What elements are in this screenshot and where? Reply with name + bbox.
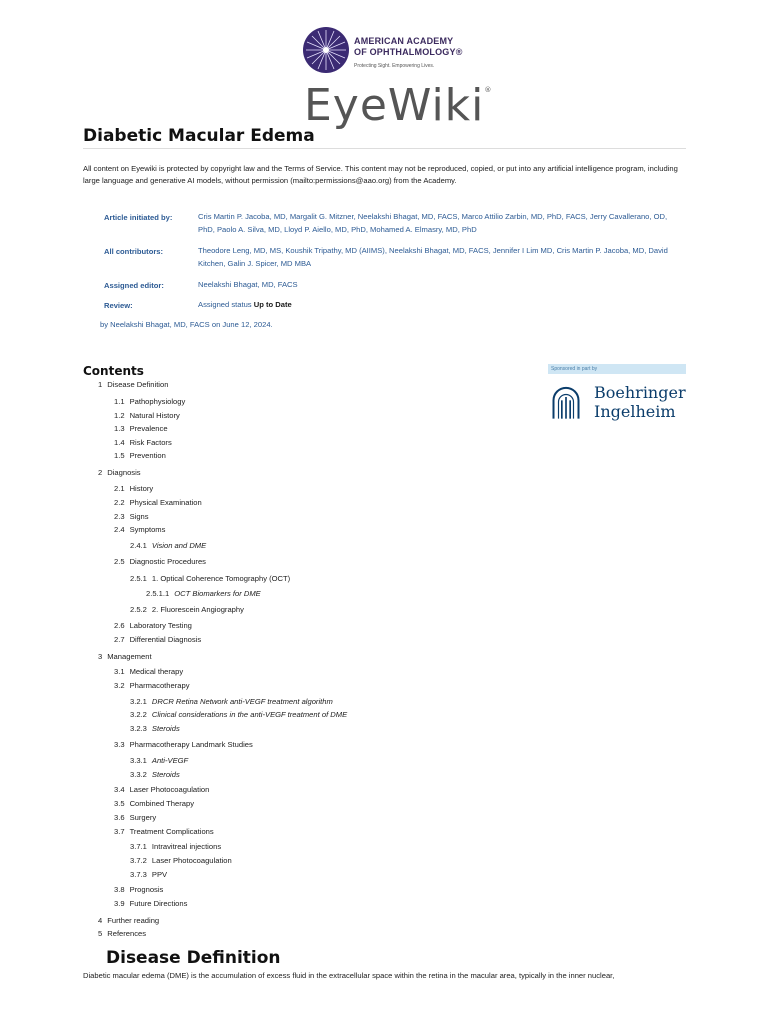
toc-item-text: Prevention: [129, 451, 166, 460]
toc-item-text: Laser Photocoagulation: [151, 856, 232, 865]
toc-item-number: 3.2.1: [130, 697, 147, 706]
review-status: Assigned status Up to Date: [198, 300, 292, 309]
boehringer-logo-icon: [551, 382, 581, 422]
toc-item-text: Treatment Complications: [129, 827, 214, 836]
toc-item-number: 3.1: [114, 667, 125, 676]
toc-item-text: Vision and DME: [151, 541, 207, 550]
toc-item-number: 2.6: [114, 621, 125, 630]
toc-item[interactable]: [114, 512, 149, 521]
toc-item-number: 3.4: [114, 785, 125, 794]
contributors-label: All contributors:: [104, 247, 164, 256]
toc-item-number: 3: [98, 652, 103, 661]
toc-item-text: Future Directions: [129, 899, 188, 908]
toc-item-number: 3.3.1: [130, 756, 147, 765]
toc-item[interactable]: [114, 813, 156, 822]
toc-item[interactable]: [130, 756, 188, 765]
toc-item-number: 1: [98, 380, 103, 389]
contributors-list[interactable]: Theodore Leng, MD, MS, Koushik Tripathy, MD (AIIMS), Neelakshi Bhagat, MD, FACS, Jennifer I Lim MD, Cris Martin P. Jacoba, MD, David Kitchen, Galin J. Spicer, MD MBA: [198, 246, 668, 268]
toc-item-number: 2.5.1: [130, 574, 147, 583]
toc-item-number: 2.4.1: [130, 541, 147, 550]
toc-item-number: 2.7: [114, 635, 125, 644]
toc-item[interactable]: [130, 856, 232, 865]
toc-item[interactable]: [130, 770, 180, 779]
eyewiki-logo[interactable]: EyeWiki®: [304, 80, 493, 131]
editor-link[interactable]: Neelakshi Bhagat, MD, FACS: [198, 280, 298, 289]
toc-item-text: Diagnosis: [107, 468, 141, 477]
toc-item[interactable]: [130, 842, 221, 851]
toc-item[interactable]: [130, 605, 244, 614]
toc-title: Contents: [83, 364, 144, 378]
toc-item-number: 2.3: [114, 512, 125, 521]
toc-item[interactable]: [114, 785, 209, 794]
toc-item-number: 3.5: [114, 799, 125, 808]
toc-item-number: 3.7.2: [130, 856, 147, 865]
toc-item[interactable]: [114, 451, 166, 460]
toc-item[interactable]: [114, 397, 185, 406]
toc-item[interactable]: [130, 710, 347, 719]
toc-item[interactable]: [114, 667, 183, 676]
toc-item[interactable]: [98, 468, 141, 477]
toc-item[interactable]: [98, 652, 152, 661]
reviewed-by[interactable]: by Neelakshi Bhagat, MD, FACS on June 12, 2024.: [100, 320, 273, 329]
toc-item-number: 4: [98, 916, 103, 925]
toc-item[interactable]: [114, 681, 190, 690]
toc-item-text: Steroids: [151, 724, 180, 733]
toc-item-number: 3.2.3: [130, 724, 147, 733]
sponsor-name: Boehringer Ingelheim: [594, 383, 686, 421]
toc-item-text: Prognosis: [129, 885, 164, 894]
toc-item[interactable]: [114, 621, 192, 630]
toc-item-text: Laboratory Testing: [129, 621, 192, 630]
toc-item-text: Steroids: [151, 770, 180, 779]
aao-logo[interactable]: [302, 26, 482, 76]
toc-item-number: 2.4: [114, 525, 125, 534]
toc-item-text: Prevalence: [129, 424, 168, 433]
toc-item-text: OCT Biomarkers for DME: [174, 589, 261, 598]
toc-item-number: 3.8: [114, 885, 125, 894]
toc-item-text: Clinical considerations in the anti-VEGF treatment of DME: [151, 710, 348, 719]
toc-item-text: PPV: [151, 870, 168, 879]
toc-item[interactable]: [114, 885, 163, 894]
toc-item-number: 3.6: [114, 813, 125, 822]
review-status-value: Up to Date: [253, 300, 292, 309]
toc-item-text: Signs: [129, 512, 149, 521]
toc-item-number: 3.2: [114, 681, 125, 690]
toc-item[interactable]: [146, 589, 261, 598]
section-paragraph: Diabetic macular edema (DME) is the accumulation of excess fluid in the extracellular space within the retina in the macular area, typically in the inner nuclear,: [83, 971, 615, 980]
toc-item[interactable]: [114, 525, 165, 534]
toc-item-number: 3.3.2: [130, 770, 147, 779]
toc-item-text: Laser Photocoagulation: [129, 785, 210, 794]
toc-item-number: 2.2: [114, 498, 125, 507]
toc-item-text: Risk Factors: [129, 438, 172, 447]
toc-item-number: 3.7.1: [130, 842, 147, 851]
toc-item-text: History: [129, 484, 154, 493]
toc-item[interactable]: [130, 541, 206, 550]
toc-item-text: Differential Diagnosis: [129, 635, 202, 644]
page-title: Diabetic Macular Edema: [83, 126, 315, 146]
toc-item[interactable]: [114, 438, 172, 447]
editor-label: Assigned editor:: [104, 281, 164, 290]
org-tagline: Protecting Sight. Empowering Lives.: [354, 63, 435, 69]
toc-item-number: 3.3: [114, 740, 125, 749]
toc-item-text: Symptoms: [129, 525, 166, 534]
toc-item[interactable]: [114, 827, 214, 836]
toc-item[interactable]: [98, 916, 159, 925]
toc-item-number: 2.5.1.1: [146, 589, 170, 598]
toc-item[interactable]: [98, 380, 168, 389]
toc-item-text: References: [107, 929, 147, 938]
toc-item-text: 2. Fluorescein Angiography: [151, 605, 244, 614]
toc-item-text: Pathophysiology: [129, 397, 186, 406]
toc-item-text: Medical therapy: [129, 667, 184, 676]
toc-item-text: Pharmacotherapy Landmark Studies: [129, 740, 253, 749]
initiated-authors[interactable]: Cris Martin P. Jacoba, MD, Margalit G. Mitzner, Neelakshi Bhagat, MD, FACS, Marco Attilio Zarbin, MD, PhD, FACS, Jerry Cavallerano, OD, PhD, Paolo A. Silva, MD, Lloyd P. Aiello, MD, PhD, Mohamed A. Elmasry, MD, PhD: [198, 212, 668, 234]
toc-item[interactable]: [114, 799, 194, 808]
toc-item[interactable]: [114, 411, 180, 420]
section-heading-disease-definition: Disease Definition: [106, 948, 281, 968]
toc-item-number: 1.3: [114, 424, 125, 433]
title-divider: [83, 148, 686, 149]
toc-item-number: 1.4: [114, 438, 125, 447]
toc-item-number: 3.2.2: [130, 710, 147, 719]
toc-item-text: Pharmacotherapy: [129, 681, 190, 690]
toc-item-text: Intravitreal injections: [151, 842, 222, 851]
toc-item-number: 2.1: [114, 484, 125, 493]
initiated-label: Article initiated by:: [104, 213, 173, 222]
sponsor-label: Sponsored in part by: [548, 364, 686, 374]
toc-item[interactable]: [130, 870, 167, 879]
toc-item-number: 2: [98, 468, 103, 477]
toc-item-text: Disease Definition: [107, 380, 169, 389]
toc-item-number: 1.5: [114, 451, 125, 460]
toc-item[interactable]: [114, 484, 153, 493]
toc-item-text: Diagnostic Procedures: [129, 557, 206, 566]
toc-item-number: 1.2: [114, 411, 125, 420]
aao-starburst-icon: [302, 26, 350, 74]
toc-item-number: 3.9: [114, 899, 125, 908]
toc-item-text: Management: [107, 652, 152, 661]
toc-item[interactable]: [130, 574, 290, 583]
toc-item-text: DRCR Retina Network anti-VEGF treatment algorithm: [151, 697, 333, 706]
toc-item-number: 2.5: [114, 557, 125, 566]
toc-item-text: 1. Optical Coherence Tomography (OCT): [151, 574, 291, 583]
review-label: Review:: [104, 301, 133, 310]
toc-item-number: 3.7: [114, 827, 125, 836]
toc-item-text: Surgery: [129, 813, 157, 822]
toc-item-number: 5: [98, 929, 103, 938]
toc-item[interactable]: [98, 929, 146, 938]
org-name: AMERICAN ACADEMY OF OPHTHALMOLOGY®: [354, 36, 463, 57]
sponsor-box[interactable]: [548, 364, 686, 434]
toc-item[interactable]: [114, 740, 253, 749]
toc-item-number: 2.5.2: [130, 605, 147, 614]
toc-item-text: Physical Examination: [129, 498, 202, 507]
toc-item-number: 1.1: [114, 397, 125, 406]
toc-item[interactable]: [130, 724, 180, 733]
toc-item-text: Natural History: [129, 411, 180, 420]
toc-item[interactable]: [114, 557, 206, 566]
toc-item-number: 3.7.3: [130, 870, 147, 879]
toc-item[interactable]: [114, 635, 201, 644]
copyright-notice: All content on Eyewiki is protected by copyright law and the Terms of Service. This content may not be reproduced, copied, or put into any artificial intelligence program, including large language and generative AI models, without permission (mailto:permissions@aao.org) from the Academy.: [83, 164, 678, 186]
toc-item-text: Anti-VEGF: [151, 756, 189, 765]
toc-item[interactable]: [114, 899, 187, 908]
toc-item-text: Combined Therapy: [129, 799, 195, 808]
toc-item[interactable]: [114, 498, 202, 507]
toc-item[interactable]: [114, 424, 168, 433]
toc-item-text: Further reading: [107, 916, 160, 925]
registered-mark: ®: [484, 86, 493, 94]
toc-item[interactable]: [130, 697, 333, 706]
